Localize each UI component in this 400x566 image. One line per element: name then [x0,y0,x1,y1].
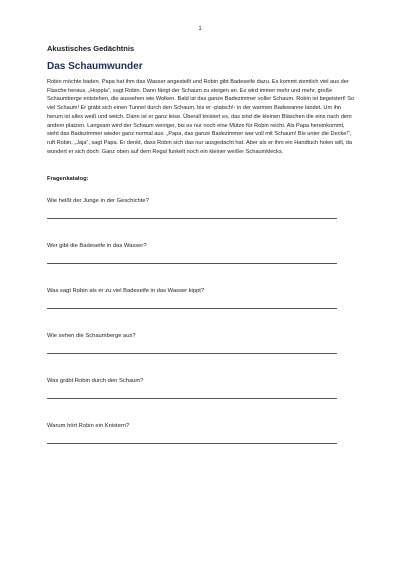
question-item [47,243,355,288]
question-text: Was gräbt Robin durch den Schaum? [47,378,144,385]
question-text: Wie sehen die Schaumberge aus? [47,333,136,340]
question-list [47,198,355,468]
answer-line[interactable] [47,398,337,399]
page-number: 1 [198,26,202,32]
question-item [47,378,355,423]
question-text: Wie heißt der Junge in der Geschichte? [47,198,149,205]
question-text: Warum hört Robin ein Knistern? [47,423,130,430]
section-subtitle: Akustisches Gedächtnis [47,44,135,53]
story-title: Das Schaumwunder [47,61,143,72]
answer-line[interactable] [47,308,337,309]
question-item [47,333,355,378]
question-item [47,288,355,333]
worksheet [47,44,355,468]
question-catalog-label: Fragenkatalog: [47,176,89,183]
story-text: Robin möchte baden. Papa hat ihm das Wasser angestellt und Robin gibt Badeseife dazu. Es kommt ziemlich viel aus der Flasche heraus. „Hoppla“, sagt Robin. Dann fängt der Schaum zu steigen an. Es wird immer mehr und mehr, große Schaumberge entstehen, die aussehen wie Wolken. Bald ist das ganze Badezimmer voller Schaum. Robin ist begeistert! So viel Schaum! Er gräbt sich einen Tunnel durch den Schaum, bis er -platsch!- in der warmen Badewanne landet. Um ihn herum ist alles weiß und weich. Dann ist er ganz leise. Überall knistert es, das sind die kleinen Bläschen die eins nach dem andern platzen. Langsam wird der Schaum weniger, bis es nur noch eine Mütze für Robin reicht. Als Papa hereinkommt, sieht das Badezimmer wieder ganz normal aus. „Papa, das ganze Badezimmer war voll mit Schaum! Bis unter die Decke!“, ruft Robin. „Jaja“, sagt Papa. Er denkt, dass Robin sich das nur ausgedacht hat. Aber als er ihm ein Handtuch holen will, da wundert er sich doch: Ganz oben auf dem Regal funkelt noch ein kleiner weißer Schaumklecks. [47,79,355,155]
answer-line[interactable] [47,263,337,264]
answer-line[interactable] [47,353,337,354]
question-item [47,198,355,243]
question-text: Was sagt Robin als er zu viel Badeseife in das Wasser kippt? [47,288,205,295]
answer-line[interactable] [47,443,337,444]
answer-line[interactable] [47,218,337,219]
question-item [47,423,355,468]
question-text: Wer gibt die Badeseife in das Wasser? [47,243,147,250]
